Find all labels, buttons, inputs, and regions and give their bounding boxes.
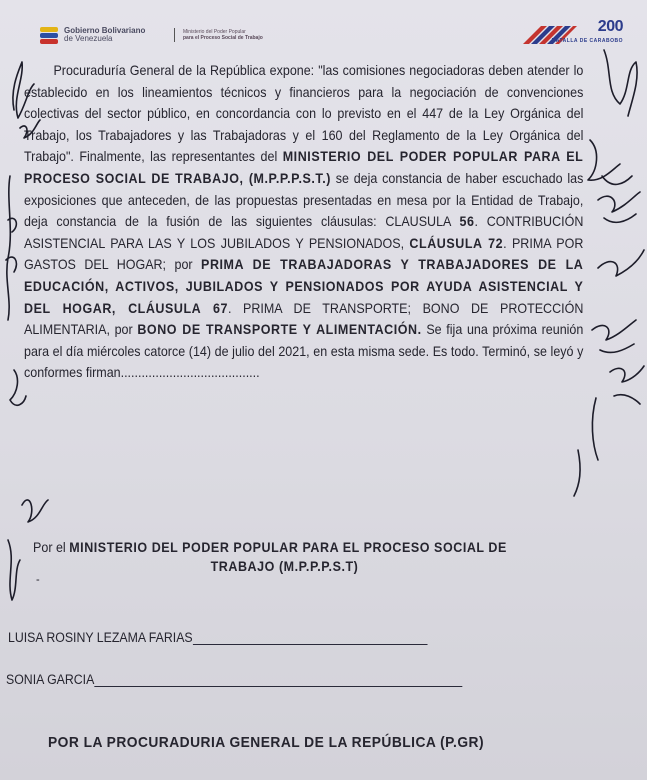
bono-transporte-bold: BONO DE TRANSPORTE Y ALIMENTACIÓN. xyxy=(137,322,422,338)
dash-mark: - xyxy=(36,572,40,586)
signer-name-2: SONIA GARCIA xyxy=(6,672,95,687)
paragraph-text: . PRIMA DE TRANSPORTE; BONO DE PROTECCIÓN ALIMENTARIA, por xyxy=(24,300,584,338)
margin-signature-mark xyxy=(598,250,644,276)
paragraph-text: se deja constancia de haber escuchado las exposiciones que anteceden, de las propuestas presentadas en mesa por la Entidad de Trabajo, deja constancia de la fusión de las siguientes cláusulas: CLAUSULA xyxy=(24,170,584,230)
ministerio-line2: TRABAJO (M.P.P.P.S.T) xyxy=(210,559,359,574)
paragraph-text: . CONTRIBUCIÓN ASISTENCIAL PARA LAS Y LOS JUBILADOS Y PENSIONADOS, xyxy=(24,214,584,251)
government-header xyxy=(40,26,303,44)
ministerio-label: Ministerio del Poder Popular para el Proceso Social de Trabajo xyxy=(183,29,263,41)
margin-signature-mark xyxy=(588,140,632,184)
ministerio-line1: MINISTERIO DEL PODER POPULAR PARA EL PROCESO SOCIAL DE xyxy=(69,540,507,555)
ministerio-bold: MINISTERIO DEL PODER POPULAR PARA EL PROCESO SOCIAL DE TRABAJO, (M.P.P.P.S.T.) xyxy=(24,149,584,186)
signature-line xyxy=(193,632,428,645)
acta-paragraph xyxy=(24,60,583,384)
header-divider xyxy=(174,28,175,42)
signer-name-1: LUISA ROSINY LEZAMA FARIAS xyxy=(8,630,193,645)
clausula-72-bold: CLÁUSULA 72 xyxy=(409,235,504,251)
venezuela-flag-icon xyxy=(40,27,60,43)
bracket-mark xyxy=(592,398,598,460)
signer-row xyxy=(8,630,427,645)
margin-signature-mark xyxy=(604,50,637,116)
bicentenario-logo xyxy=(519,16,623,50)
ministerio-signature-heading xyxy=(22,538,611,576)
signer-row xyxy=(6,672,462,687)
margin-signature-mark xyxy=(610,366,644,404)
bracket-mark xyxy=(574,450,580,496)
bicentenario-number: 200 xyxy=(597,18,623,35)
paragraph-text: Procuraduría General de la República expone: "las comisiones negociadoras deben atender lo establecido en los lineamientos técnicos y financieros para la negociación de convenciones colectivas del sector público, en concordancia con lo previsto en el 447 de la Ley Orgánica del Trabajo, los Trabajadores y las Trabajadoras y el 160 del Reglamento de la Ley Orgánica del Trabajo". Finalmente, las representantes del xyxy=(24,63,584,165)
por-prefix: Por el xyxy=(33,540,70,555)
margin-signature-mark xyxy=(6,176,16,320)
signature-line xyxy=(94,674,462,687)
margin-signature-mark xyxy=(592,320,636,352)
margin-signature-mark xyxy=(8,540,20,600)
firman-signature-mark xyxy=(22,500,48,522)
procuraduria-heading: POR LA PROCURADURIA GENERAL DE LA REPÚBLICA (P.GR) xyxy=(48,734,485,751)
bicentenario-subtitle: BATALLA DE CARABOBO xyxy=(551,38,623,44)
paragraph-text: . PRIMA POR GASTOS DEL HOGAR; por xyxy=(24,235,584,273)
margin-signature-mark xyxy=(598,192,640,222)
bicentenario-stripes-icon xyxy=(519,16,579,50)
paragraph-text: Se fija una próxima reunión para el día miércoles catorce (14) de julio del 2021, en esta misma sede. Es todo. Terminó, se leyó y conformes firman........................................ xyxy=(24,322,584,381)
clausula-56-bold: 56 xyxy=(459,214,475,230)
gobierno-label: Gobierno Bolivariano de Venezuela xyxy=(64,26,146,43)
prima-educacion-bold: PRIMA DE TRABAJADORAS Y TRABAJADORES DE LA EDUCACIÓN, ACTIVOS, JUBILADOS Y PENSIONADOS POR AYUDA ASISTENCIAL Y DEL HOGAR, CLÁUSULA 67 xyxy=(24,257,584,316)
